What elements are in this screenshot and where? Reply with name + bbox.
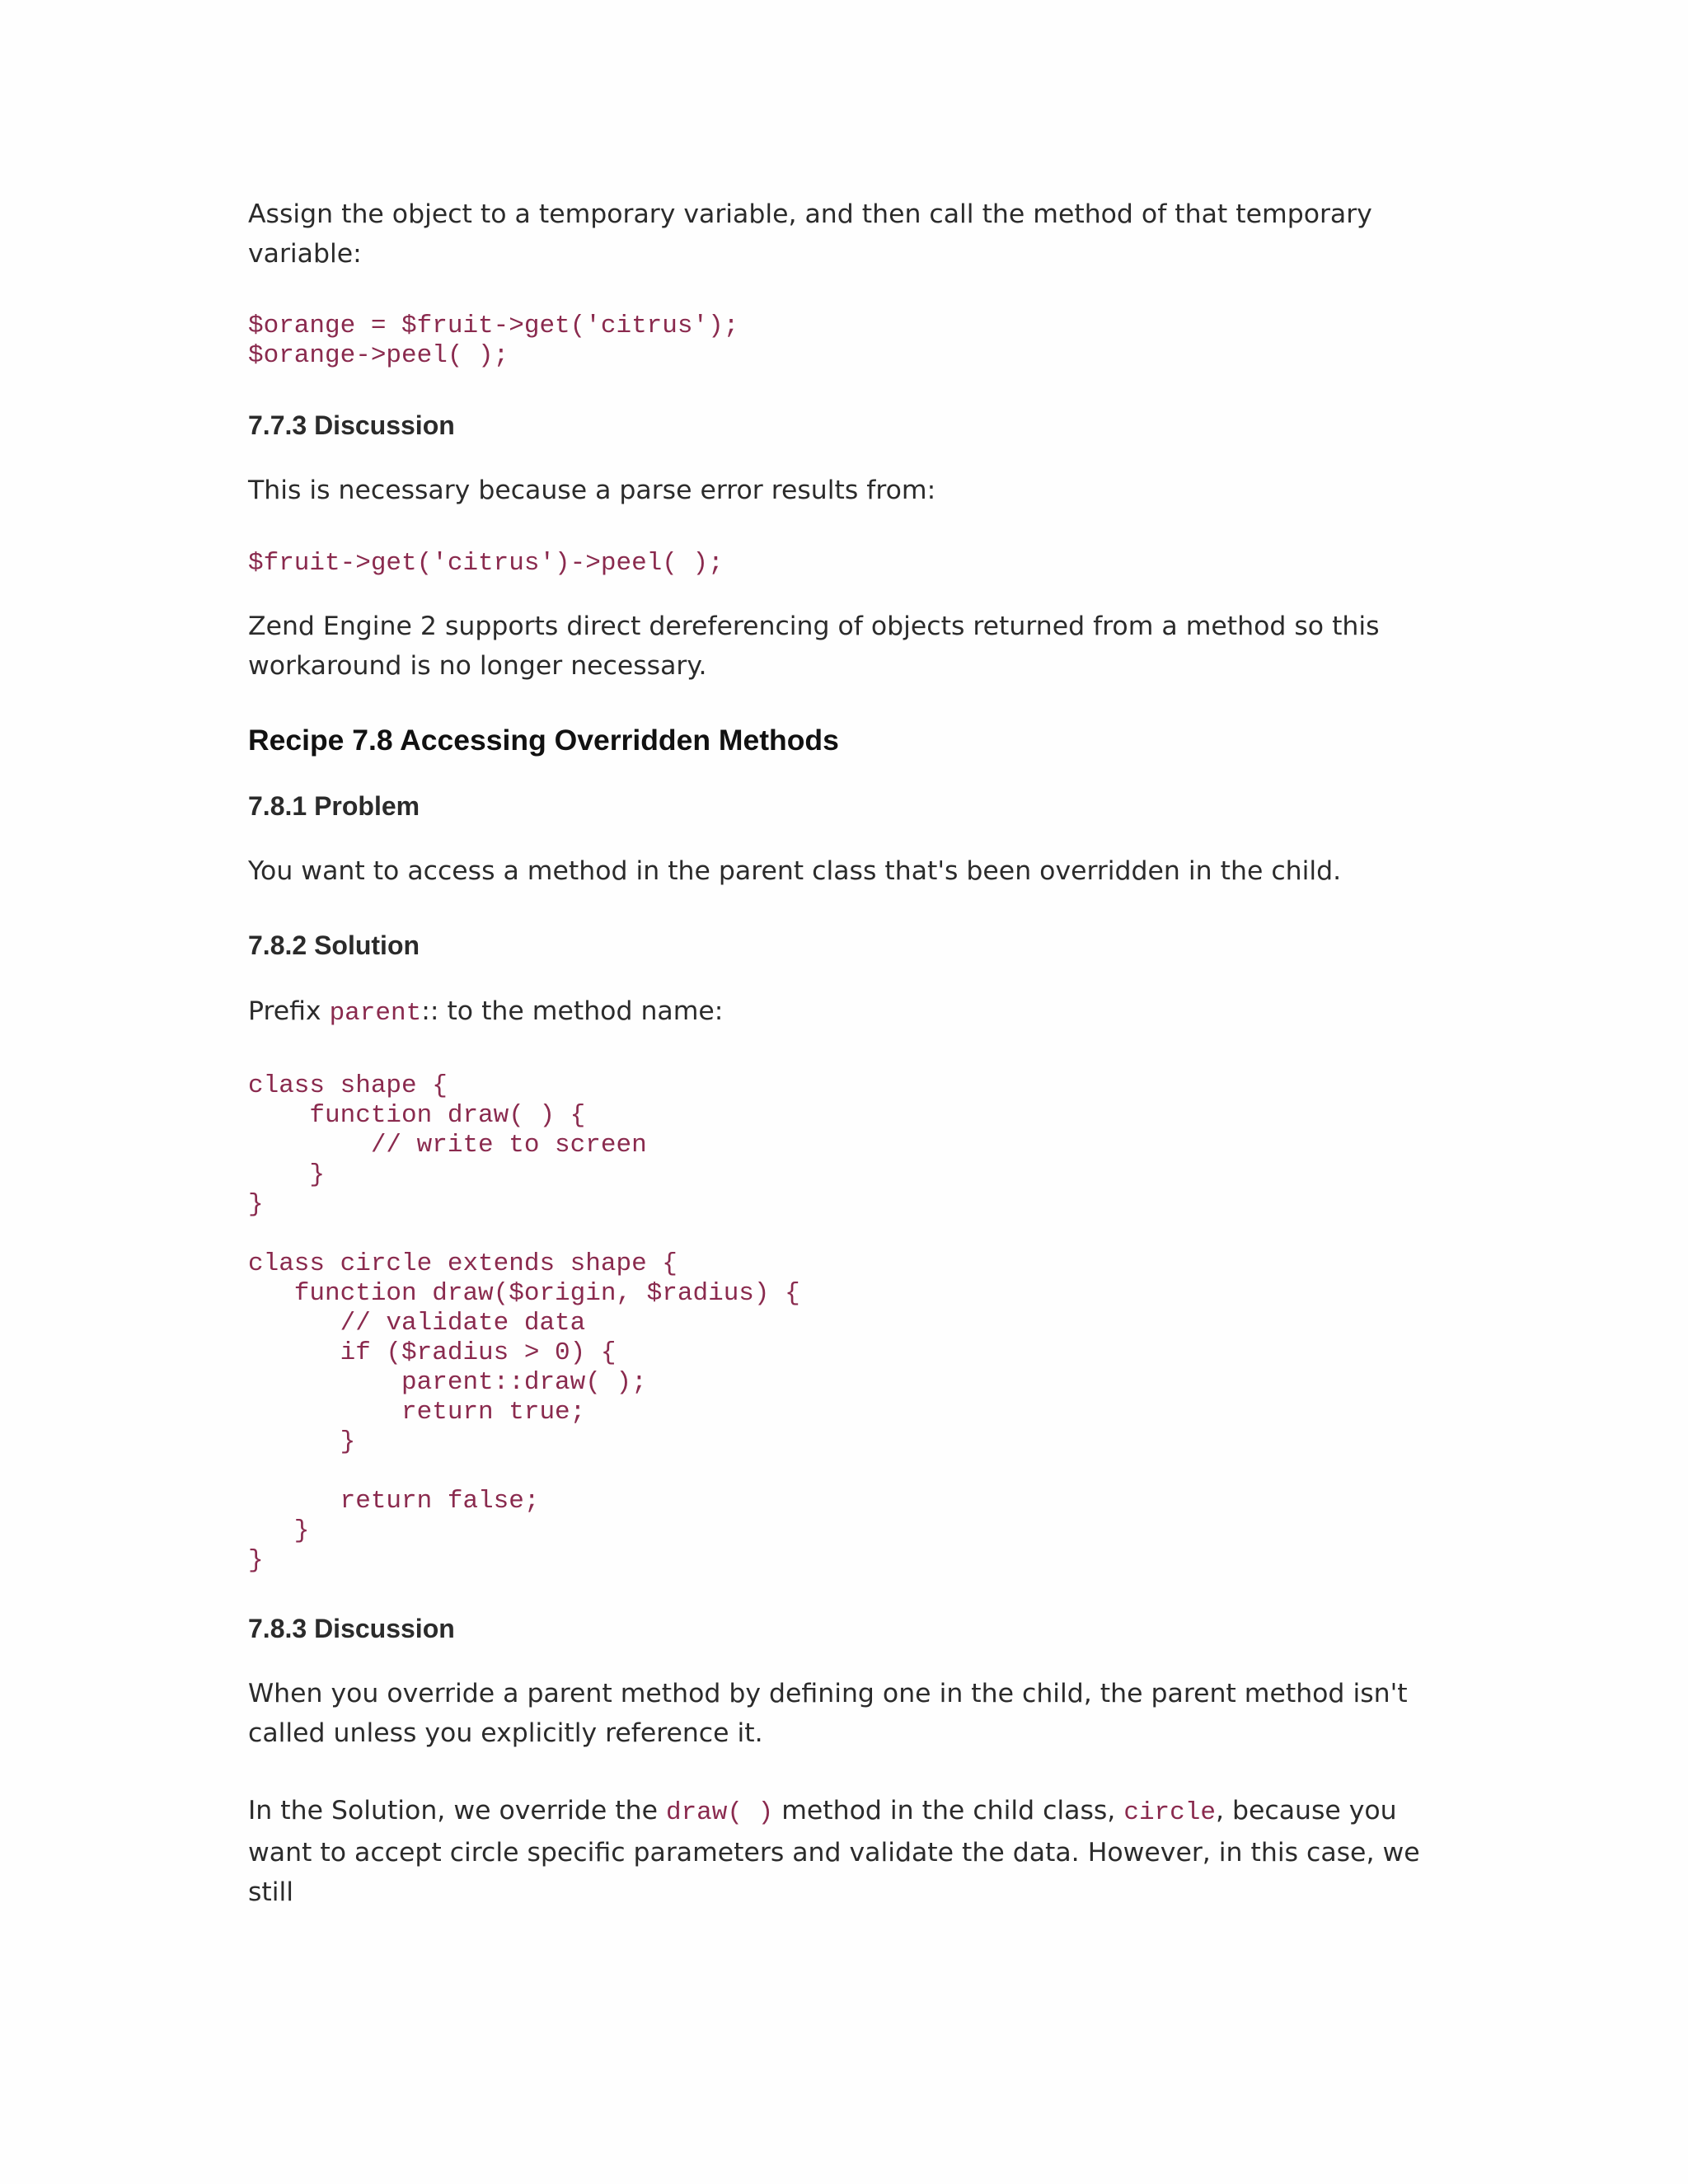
heading-7-8-2-solution: 7.8.2 Solution	[248, 930, 420, 960]
document-body	[248, 194, 1435, 1912]
recipe-title: Recipe 7.8 Accessing Overridden Methods	[248, 724, 839, 757]
discussion-773-paragraph-1: This is necessary because a parse error results from:	[248, 476, 936, 505]
inline-code-circle: circle	[1123, 1798, 1216, 1827]
code-block-parse-error: $fruit->get('citrus')->peel( );	[248, 549, 724, 578]
discussion-783-paragraph-1: When you override a parent method by defining one in the child, the parent method isn't called unless you explicitly reference it.	[248, 1679, 1408, 1748]
problem-paragraph: You want to access a method in the parent class that's been overridden in the child.	[248, 856, 1342, 886]
intro-paragraph: Assign the object to a temporary variable, and then call the method of that temporary variable:	[248, 199, 1372, 269]
discussion-783-text-b: method in the child class,	[773, 1796, 1124, 1825]
solution-text-before: Prefix	[248, 996, 330, 1026]
code-block-temporary-variable: $orange = $fruit->get('citrus'); $orange->peel( );	[248, 312, 739, 370]
discussion-783-text-c: , because you want to accept circle specific parameters and validate the data. However, in this case, we still	[248, 1796, 1420, 1907]
discussion-773-paragraph-2: Zend Engine 2 supports direct dereferencing of objects returned from a method so this workaround is no longer necessary.	[248, 612, 1380, 681]
inline-code-draw: draw( )	[665, 1798, 774, 1827]
solution-text-after: :: to the method name:	[421, 996, 724, 1026]
code-block-solution: class shape { function draw( ) { // write to screen } } class circle extends shape { function draw($origin, $radius) { // validate data if ($radius > 0) { parent::draw( ); return true; } return false; } }	[248, 1071, 800, 1575]
heading-7-8-1-problem: 7.8.1 Problem	[248, 791, 420, 821]
inline-code-parent: parent	[329, 999, 422, 1028]
solution-paragraph	[248, 991, 1435, 1033]
heading-7-7-3-discussion: 7.7.3 Discussion	[248, 410, 455, 440]
heading-7-8-3-discussion: 7.8.3 Discussion	[248, 1614, 455, 1643]
discussion-783-paragraph-2	[248, 1791, 1435, 1912]
discussion-783-text-a: In the Solution, we override the	[248, 1796, 666, 1825]
